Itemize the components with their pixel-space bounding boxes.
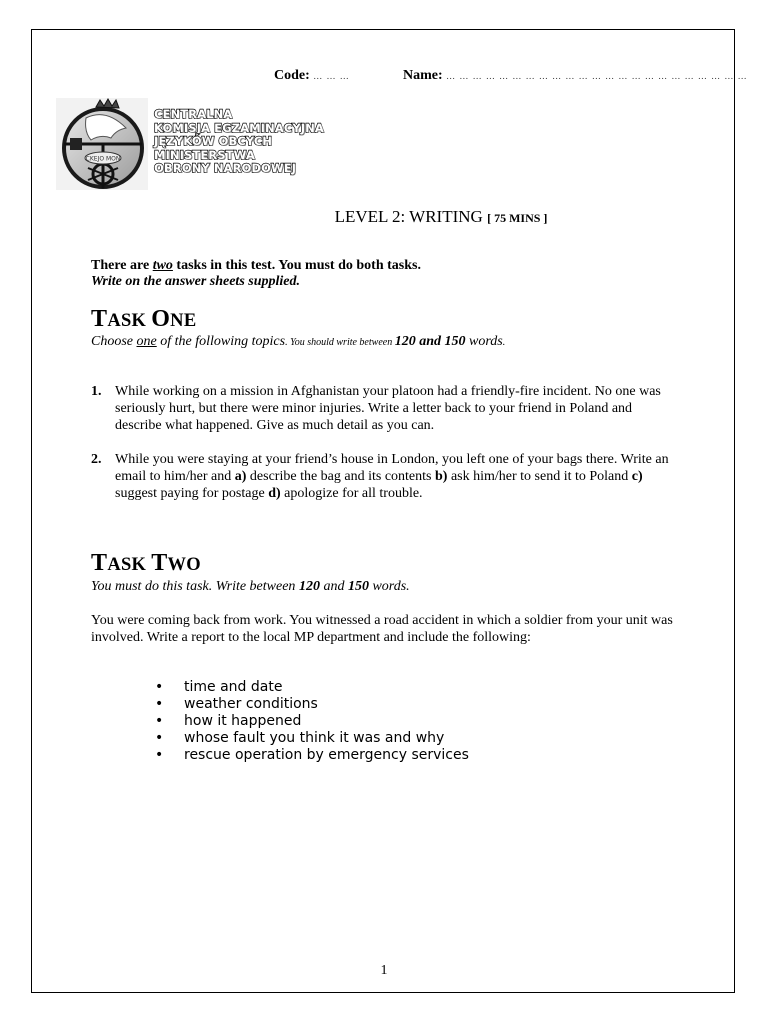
- page-title: [0, 207, 768, 227]
- logo-line: OBRONY NARODOWEJ: [154, 161, 297, 175]
- institution-name: [154, 108, 324, 176]
- task-one-heading: TASK ONE: [91, 306, 197, 332]
- page-number: 1: [380, 963, 388, 978]
- code-dots: … … …: [313, 71, 350, 81]
- item-text: While you were staying at your friend’s house in London, you left one of your bags there. Write an email to him/her and a) describe the bag and its contents b) ask him/her to send it to Poland c) suggest paying for postage d) apologize for all trouble.: [115, 452, 669, 501]
- task-two-description: You were coming back from work. You witnessed a road accident in which a soldier from your unit was involved. Write a report to the local MP department and include the following:: [91, 613, 673, 645]
- name-field: [403, 68, 748, 84]
- instruction-line-1: There are two tasks in this test. You must do both tasks.: [91, 258, 421, 273]
- item-number: 2.: [91, 452, 102, 467]
- code-field: [274, 68, 350, 84]
- list-item: • rescue operation by emergency services: [155, 747, 469, 763]
- task-two-instructions: You must do this task. Write between 120 and 150 words.: [91, 579, 410, 594]
- item-number: 1.: [91, 384, 102, 399]
- instruction-line-2: Write on the answer sheets supplied.: [91, 274, 300, 289]
- title-duration: [ 75 MINS ]: [487, 211, 548, 225]
- list-item: • whose fault you think it was and why: [155, 730, 445, 746]
- list-item: • weather conditions: [155, 696, 318, 712]
- name-dots: … … … … … … … … … … … … … … … … … … … … … … …: [446, 71, 748, 81]
- logo-line: CENTRALNA: [154, 107, 233, 121]
- list-item: • time and date: [155, 679, 283, 695]
- task-one-item-2: [91, 451, 681, 502]
- instructions: [91, 258, 421, 290]
- list-item: • how it happened: [155, 713, 302, 729]
- emblem-text: CKEJO MON: [85, 155, 121, 163]
- logo-line: KOMISJA EGZAMINACYJNA: [154, 120, 324, 135]
- title-main: LEVEL 2: WRITING: [334, 207, 483, 226]
- task-one-item-1: [91, 383, 681, 434]
- item-text: While working on a mission in Afghanistan your platoon had a friendly-fire incident. No one was seriously hurt, but there were minor injuries. Write a letter back to your friend in Poland and describe what happened. Give as much detail as you can.: [115, 384, 661, 433]
- task-one-instructions: Choose one of the following topics. You should write between 120 and 150 words.: [91, 334, 506, 349]
- emblem-icon: [56, 98, 148, 190]
- logo-line: JĘZYKÓW OBCYCH: [154, 134, 273, 148]
- name-label: Name:: [403, 68, 443, 83]
- task-two-bullet-list: [155, 679, 469, 764]
- logo-line: MINISTERSTWA: [154, 147, 255, 162]
- code-label: Code:: [274, 68, 310, 83]
- institution-logo: [56, 98, 328, 188]
- task-two-heading: TASK TWO: [91, 550, 201, 576]
